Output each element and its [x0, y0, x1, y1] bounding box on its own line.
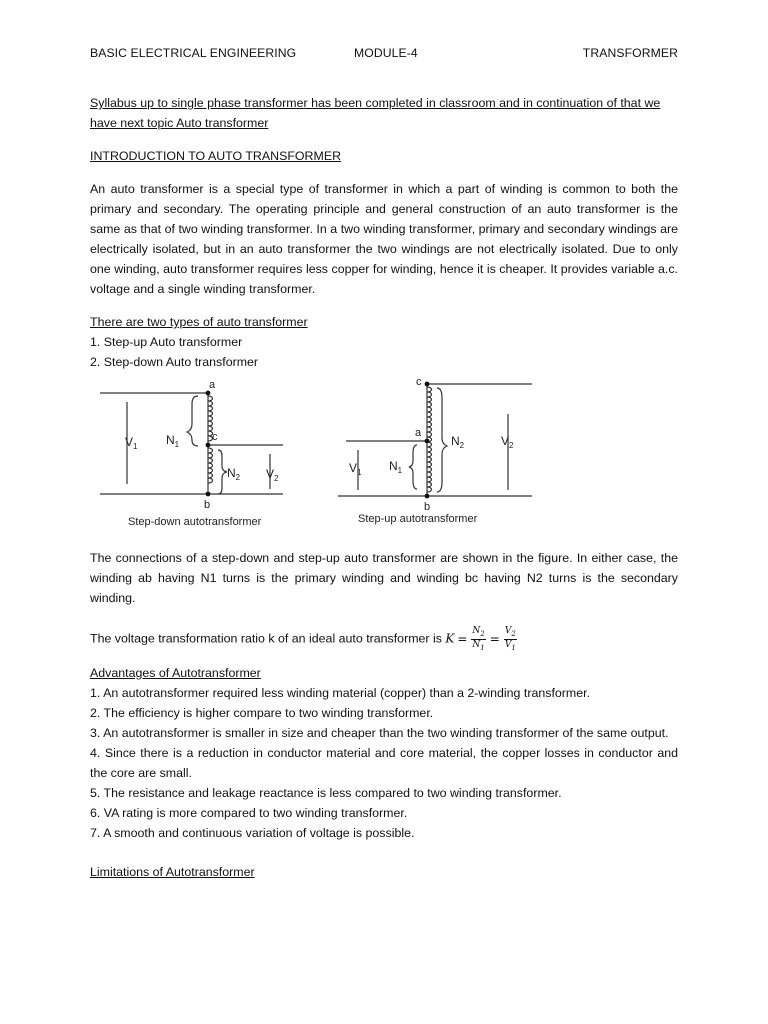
- type-item-step-down: 2. Step-down Auto transformer: [90, 355, 259, 369]
- advantage-item: 1. An autotransformer required less winding material (copper) than a 2-winding transformer.: [90, 686, 590, 700]
- type-item-step-up: 1. Step-up Auto transformer: [90, 335, 243, 349]
- step-up-label-b: b: [424, 501, 431, 513]
- ratio-voltage-fraction: $\frac{V_2}{V_1}$: [504, 626, 516, 652]
- step-down-label-n1: $N_1$: [166, 433, 180, 449]
- document-body: [90, 93, 678, 882]
- step-up-label-a: a: [415, 427, 422, 439]
- step-up-label-v1: $V_1$: [349, 461, 362, 477]
- advantage-item: 4. Since there is a reduction in conductor material and core material, the copper losses in conductor and the core are small.: [90, 746, 678, 780]
- step-up-label-n2: $N_2$: [451, 434, 465, 450]
- step-up-caption: Step-up autotransformer: [358, 513, 478, 525]
- step-down-label-a: a: [209, 379, 216, 391]
- advantage-item: 2. The efficiency is higher compare to two winding transformer.: [90, 706, 434, 720]
- step-down-label-n2: $N_2$: [227, 466, 241, 482]
- header-module: MODULE-4: [354, 46, 418, 60]
- ratio-formula-line: [90, 626, 678, 650]
- autotransformer-figures: [90, 374, 678, 534]
- header-topic: TRANSFORMER: [582, 46, 678, 60]
- step-down-label-v2: $V_2$: [266, 467, 279, 483]
- step-down-label-v1: $V_1$: [125, 435, 138, 451]
- step-up-label-c: c: [416, 376, 422, 388]
- advantage-item: 3. An autotransformer is smaller in size and cheaper than the two winding transformer of the same output.: [90, 726, 669, 740]
- syllabus-note: Syllabus up to single phase transformer has been completed in classroom and in continuation of that we have next topic Auto transformer: [90, 96, 661, 130]
- step-down-label-c: c: [212, 431, 218, 443]
- page-header: [90, 46, 678, 64]
- header-subject: BASIC ELECTRICAL ENGINEERING: [90, 46, 297, 60]
- step-up-label-n1: $N_1$: [389, 459, 403, 475]
- limitations-heading: Limitations of Autotransformer: [90, 865, 255, 879]
- advantage-item: 7. A smooth and continuous variation of voltage is possible.: [90, 826, 415, 840]
- intro-paragraph: An auto transformer is a special type of transformer in which a part of winding is common to both the primary and secondary. The operating principle and general construction of an auto transformer is the same as that of two winding transformer. In a two winding transformer, primary and secondary windings are electrically isolated, but in an auto transformer the two windings are not electrically isolated. Due to only one winding, auto transformer requires less copper for winding, hence it is cheaper. It provides variable a.c. voltage and a single winding transformer.: [90, 182, 678, 296]
- advantages-heading: Advantages of Autotransformer: [90, 666, 261, 680]
- advantage-item: 6. VA rating is more compared to two winding transformer.: [90, 806, 408, 820]
- ratio-k-symbol: K: [445, 631, 455, 646]
- ratio-equals: =: [457, 631, 468, 646]
- ratio-equals-2: =: [489, 631, 500, 646]
- ratio-text: The voltage transformation ratio k of an ideal auto transformer is: [90, 631, 442, 646]
- advantage-item: 5. The resistance and leakage reactance is less compared to two winding transformer.: [90, 786, 562, 800]
- intro-heading: INTRODUCTION TO AUTO TRANSFORMER: [90, 149, 342, 163]
- connections-paragraph: The connections of a step-down and step-up auto transformer are shown in the figure. In either case, the winding ab having N1 turns is the primary winding and winding bc having N2 turns is the secondary winding.: [90, 551, 678, 605]
- types-heading: There are two types of auto transformer: [90, 315, 308, 329]
- step-down-caption: Step-down autotransformer: [128, 516, 262, 528]
- step-down-diagram: [90, 374, 300, 534]
- step-down-label-b: b: [204, 499, 211, 511]
- step-up-diagram: [336, 374, 546, 534]
- ratio-turns-fraction: $\frac{N_2}{N_1}$: [472, 626, 485, 652]
- step-up-label-v2: $V_2$: [501, 434, 514, 450]
